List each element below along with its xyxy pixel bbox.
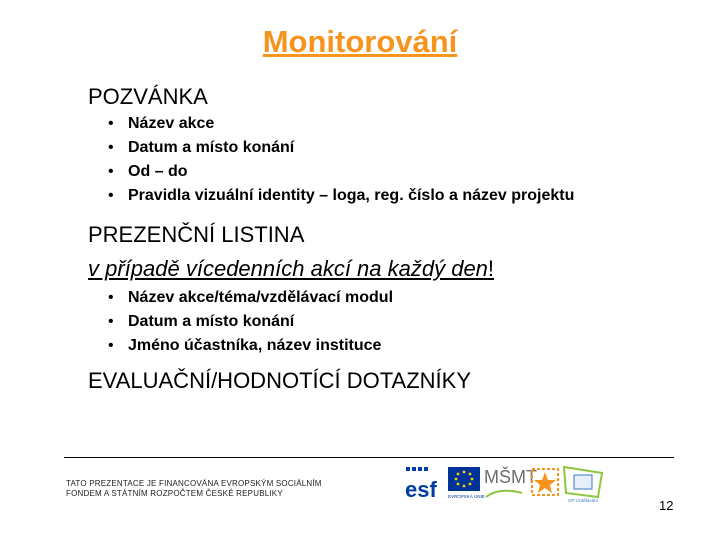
bullet-icon: • — [108, 187, 114, 204]
section-heading-evaluacni: EVALUAČNÍ/HODNOTÍCÍ DOTAZNÍKY — [88, 368, 472, 393]
bullet-icon: • — [108, 139, 114, 156]
list-item: • Datum a místo konání — [108, 310, 393, 334]
svg-text:OP Vzdělávání: OP Vzdělávání — [568, 498, 598, 503]
list-item: • Od – do — [108, 160, 574, 184]
footer-line-1: TATO PREZENTACE JE FINANCOVÁNA EVROPSKÝM SOCIÁLNÍM — [66, 479, 322, 488]
list-item: • Název akce/téma/vzdělávací modul — [108, 286, 393, 310]
slide-title: Monitorování — [262, 24, 458, 59]
bullet-icon: • — [108, 115, 114, 132]
bullet-icon: • — [108, 289, 114, 306]
prezencni-list — [108, 286, 393, 358]
list-item: • Jméno účastníka, název instituce — [108, 334, 393, 358]
eu-flag-logo — [448, 467, 485, 499]
bullet-icon: • — [108, 337, 114, 354]
page-number: 12 — [659, 498, 674, 513]
list-item: • Název akce — [108, 112, 574, 136]
pozvanka-list — [108, 112, 574, 208]
daily-note-text: v případě vícedenních akcí na každý den — [88, 256, 488, 281]
daily-note-exclamation: ! — [487, 256, 495, 281]
opvk-logo — [564, 467, 602, 503]
svg-text:esf: esf — [405, 477, 437, 502]
footer-funding-text — [66, 479, 322, 499]
esf-logo — [405, 467, 437, 502]
partner-logos — [404, 463, 606, 503]
footer-line-2: FONDEM A STÁTNÍM ROZPOČTEM ČESKÉ REPUBLIKY — [66, 489, 283, 498]
svg-text:EVROPSKÁ UNIE: EVROPSKÁ UNIE — [448, 494, 485, 499]
msmt-logo — [484, 466, 537, 497]
bullet-icon: • — [108, 313, 114, 330]
bullet-icon: • — [108, 163, 114, 180]
list-item: • Pravidla vizuální identity – loga, reg. číslo a název projektu — [108, 184, 574, 208]
list-item: • Datum a místo konání — [108, 136, 574, 160]
svg-text:MŠMT: MŠMT — [484, 467, 537, 487]
section-heading-pozvanka: POZVÁNKA — [88, 84, 208, 109]
daily-note — [88, 256, 494, 282]
footer-divider — [64, 457, 674, 458]
section-heading-prezencni-listina: PREZENČNÍ LISTINA — [88, 222, 305, 247]
